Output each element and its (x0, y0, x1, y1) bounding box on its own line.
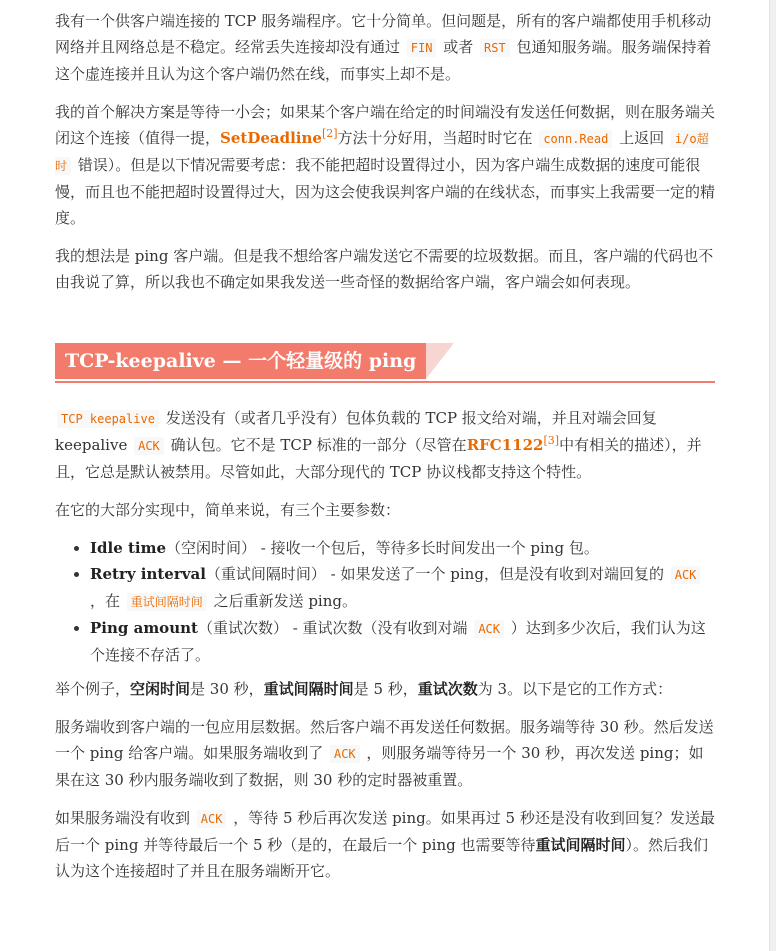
section-heading: TCP-keepalive — 一个轻量级的 ping (55, 343, 426, 379)
inline-code-retry-interval: 重试间隔时间 (127, 593, 207, 611)
article-content (55, 8, 715, 896)
section-paragraph-2: 在它的大部分实现中，简单来说，有三个主要参数： (55, 501, 401, 519)
inline-code-ack: ACK (197, 810, 227, 828)
section-heading-bar (55, 341, 715, 383)
footnote-ref-2[interactable]: [2] (321, 127, 338, 140)
inline-code-rst: RST (480, 39, 510, 57)
section-paragraph-4: 如果服务端没有收到 ACK ，等待 5 秒后再次发送 ping。如果再过 5 秒还是没有收到回复？发送最后一个 ping 并等待最后一个 5 秒（是的，在最后一个 ping 也需要等待重试间隔时间）。然后我们认为这个连接超时了并且在服务端断开它。 (55, 809, 715, 880)
rfc1122-link[interactable]: RFC1122 (466, 436, 544, 454)
intro-paragraph-1: 我有一个供客户端连接的 TCP 服务端程序。它十分简单。但问题是，所有的客户端都使用手机移动网络并且网络总是不稳定。经常丢失连接却没有通过 FIN 或者 RST 包通知服务端。服务端保持着这个虚连接并且认为这个客户端仍然在线，而事实上却不是。 (55, 12, 712, 83)
list-item-retry-interval: • Retry interval（重试间隔时间） - 如果发送了一个 ping，但是没有收到对端回复的 ACK ，在 重试间隔时间 之后重新发送 ping。 (90, 561, 715, 615)
inline-code-ack: ACK (134, 437, 164, 455)
inline-code-io-timeout: i/o超时 (55, 132, 709, 173)
intro-paragraph-3: 我的想法是 ping 客户端。但是我不想给客户端发送它不需要的垃圾数据。而且，客户端的代码也不由我说了算，所以我也不确定如果我发送一些奇怪的数据给客户端，客户端会如何表现。 (55, 247, 714, 291)
example-paragraph: 举个例子，空闲时间是 30 秒，重试间隔时间是 5 秒，重试次数为 3。以下是它的工作方式： (55, 680, 673, 698)
inline-code-ack: ACK (330, 745, 360, 763)
section-paragraph-3: 服务端收到客户端的一包应用层数据。然后客户端不再发送任何数据。服务端等待 30 秒。然后发送一个 ping 给客户端。如果服务端收到了 ACK ，则服务端等待另一个 30 秒，再次发送 ping；如果在这 30 秒内服务端收到了数据，则 30 秒的定时器被重置。 (55, 718, 714, 789)
setdeadline-link[interactable]: SetDeadline (220, 129, 322, 147)
footnote-ref-3[interactable]: [3] (543, 434, 560, 447)
right-scroll-edge (769, 0, 776, 951)
heading-tab-decoration (426, 343, 454, 379)
inline-code-fin: FIN (407, 39, 437, 57)
inline-code-tcp-keepalive: TCP keepalive (57, 410, 159, 428)
inline-code-ack: ACK (474, 620, 504, 638)
list-item-idle-time: • Idle time（空闲时间） - 接收一个包后，等待多长时间发出一个 ping 包。 (90, 535, 715, 561)
section-paragraph-1: TCP keepalive 发送没有（或者几乎没有）包体负载的 TCP 报文给对端，并且对端会回复 keepalive ACK 确认包。它不是 TCP 标准的一部分（尽管在RFC1122[3]中有相关的描述），并且，它总是默认被禁用。尽管如此，大部分现代的 TCP 协议栈都支持这个特性。 (55, 409, 702, 481)
list-item-ping-amount: • Ping amount（重试次数） - 重试次数（没有收到对端 ACK ）达到多少次后，我们认为这个连接不存活了。 (90, 615, 715, 668)
intro-paragraph-2: 我的首个解决方案是等待一小会；如果某个客户端在给定的时间端没有发送任何数据，则在服务端关闭这个连接（值得一提，SetDeadline[2]方法十分好用，当超时时它在 conn.Read 上返回 i/o超时 错误）。但是以下情况需要考虑：我不能把超时设置得过小，因为客户端生成数据的速度可能很慢，而且也不能把超时设置得过大，因为这会使我误判客户端的在线状态，而事实上我需要一定的精度。 (55, 103, 716, 227)
inline-code-ack: ACK (671, 566, 701, 584)
parameter-list (55, 535, 715, 668)
inline-code-conn-read: conn.Read (539, 130, 612, 148)
